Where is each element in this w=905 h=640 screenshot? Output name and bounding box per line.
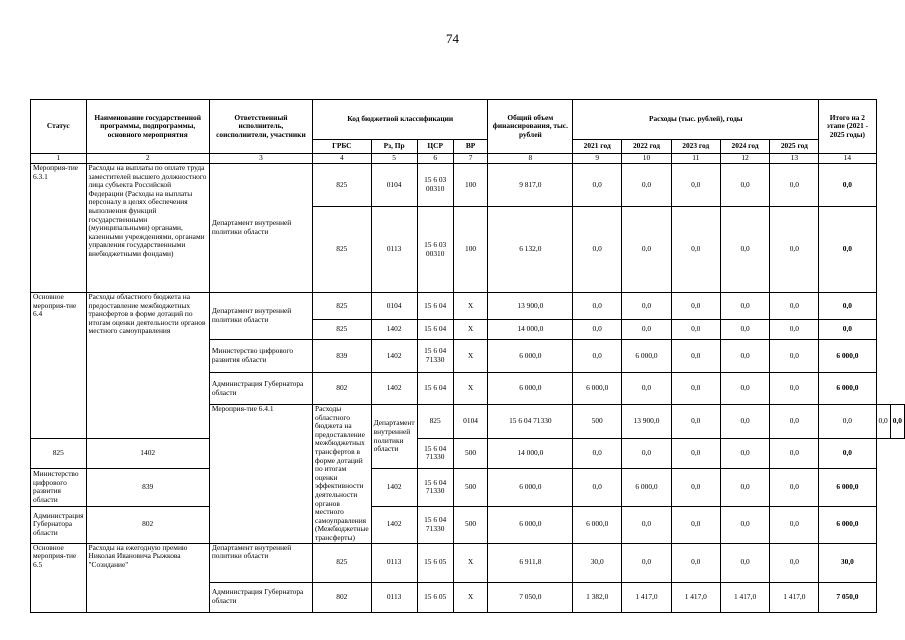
stage-total-cell: 6 000,0 (819, 469, 876, 507)
grbs-cell: 825 (313, 164, 372, 207)
executor-cell: Департамент внутренней политики области (209, 543, 312, 582)
csr-cell: 15 6 04 71330 (417, 340, 453, 373)
executor-cell: Администрация Губернатора области (31, 506, 87, 543)
csr-cell: 15 6 04 71330 (417, 469, 453, 507)
stage-total-cell: 7 050,0 (819, 582, 876, 612)
column-index: 2 (86, 154, 209, 164)
stage-total-cell: 0,0 (819, 164, 876, 207)
executor-cell: Администрация Губернатора области (209, 582, 312, 612)
year-2021-cell: 6 000,0 (573, 506, 622, 543)
year-2024-cell: 0,0 (720, 164, 770, 207)
column-index: 6 (417, 154, 453, 164)
header-vr: ВР (453, 140, 488, 154)
year-2025-cell: 0,0 (770, 506, 819, 543)
vr-cell: Х (453, 293, 488, 320)
rzpr-cell: 1402 (86, 438, 209, 469)
year-2021-cell: 1 382,0 (573, 582, 622, 612)
year-2021-cell: 6 000,0 (573, 373, 622, 405)
total-funding-cell: 6 000,0 (488, 373, 573, 405)
year-2024-cell: 0,0 (720, 207, 770, 293)
year-2022-cell: 0,0 (622, 164, 672, 207)
year-2023-cell: 0,0 (671, 320, 720, 340)
year-2023-cell: 0,0 (671, 373, 720, 405)
executor-cell: Министерство цифрового развития области (209, 340, 312, 373)
year-2025-cell: 0,0 (770, 543, 819, 582)
vr-cell: Х (453, 320, 488, 340)
year-2022-cell: 0,0 (622, 207, 672, 293)
year-2023-cell: 0,0 (770, 405, 819, 439)
year-2021-cell: 0,0 (573, 293, 622, 320)
grbs-cell: 802 (86, 506, 209, 543)
grbs-cell: 839 (86, 469, 209, 507)
status-cell: Мероприя-тие 6.3.1 (31, 164, 87, 293)
year-2022-cell: 0,0 (720, 405, 770, 439)
header-budget-code: Код бюджетной классификации (313, 100, 488, 140)
vr-cell: 100 (453, 207, 488, 293)
vr-cell: 500 (453, 469, 488, 507)
year-2022-cell: 6 000,0 (622, 469, 672, 507)
grbs-cell: 839 (313, 340, 372, 373)
year-2021-cell: 0,0 (573, 469, 622, 507)
budget-table (30, 99, 905, 613)
table-row (31, 293, 905, 320)
stage-total-cell: 0,0 (819, 438, 876, 469)
stage-total-cell: 0,0 (890, 405, 904, 439)
status-cell: Мероприя-тие 6.4.1 (209, 405, 312, 544)
year-2024-cell: 0,0 (720, 469, 770, 507)
year-2025-cell: 0,0 (770, 164, 819, 207)
stage-total-cell: 6 000,0 (819, 373, 876, 405)
year-2023-cell: 0,0 (671, 438, 720, 469)
csr-cell: 15 6 05 (417, 582, 453, 612)
rzpr-cell: 0113 (371, 207, 417, 293)
total-funding-cell: 13 900,0 (622, 405, 672, 439)
year-2022-cell: 0,0 (622, 320, 672, 340)
year-2023-cell: 0,0 (671, 340, 720, 373)
column-index: 12 (720, 154, 770, 164)
table-row (31, 506, 905, 543)
year-2022-cell: 0,0 (622, 543, 672, 582)
grbs-cell: 802 (313, 373, 372, 405)
csr-cell: 15 6 04 (417, 293, 453, 320)
column-index: 10 (622, 154, 672, 164)
year-2025-cell: 0,0 (876, 405, 890, 439)
grbs-cell: 825 (313, 543, 372, 582)
executor-cell: Департамент внутренней политики области (209, 293, 312, 340)
header-executor: Ответственный исполнитель, соисполнители, участники (209, 100, 312, 154)
grbs-cell: 825 (313, 293, 372, 320)
column-index: 9 (573, 154, 622, 164)
grbs-cell: 825 (31, 438, 87, 469)
program-name-cell: Расходы на ежегодную премию Николая Ивановича Рыжкова "Созидание" (86, 543, 209, 612)
csr-cell: 15 6 04 71330 (417, 506, 453, 543)
year-2025-cell: 0,0 (770, 207, 819, 293)
vr-cell: 500 (453, 438, 488, 469)
header-csr: ЦСР (417, 140, 453, 154)
rzpr-cell: 0104 (371, 293, 417, 320)
year-2023-cell: 1 417,0 (671, 582, 720, 612)
year-2024-cell: 0,0 (720, 543, 770, 582)
table-row (31, 469, 905, 507)
column-index: 14 (819, 154, 876, 164)
csr-cell: 15 6 04 (417, 373, 453, 405)
year-2021-cell: 0,0 (573, 207, 622, 293)
column-index: 4 (313, 154, 372, 164)
rzpr-cell: 1402 (371, 340, 417, 373)
grbs-cell: 825 (313, 320, 372, 340)
year-2024-cell: 1 417,0 (720, 582, 770, 612)
total-funding-cell: 14 000,0 (488, 320, 573, 340)
column-index: 11 (671, 154, 720, 164)
total-funding-cell: 6 000,0 (488, 340, 573, 373)
vr-cell: 500 (573, 405, 622, 439)
table-row (31, 438, 905, 469)
year-2025-cell: 0,0 (770, 373, 819, 405)
year-2021-cell: 0,0 (573, 340, 622, 373)
header-total-funding: Общий объем финансирования, тыс. рублей (488, 100, 573, 154)
vr-cell: Х (453, 373, 488, 405)
vr-cell: 500 (453, 506, 488, 543)
column-index: 5 (371, 154, 417, 164)
year-2025-cell: 0,0 (770, 340, 819, 373)
program-name-cell: Расходы областного бюджета на предоставление межбюджетных трансфертов в форме дотаций по итогам оценки эффективности деятельности органов местного самоуправления (Межбюджетные трансферты) (313, 405, 372, 544)
year-2023-cell: 0,0 (671, 469, 720, 507)
year-2024-cell: 0,0 (720, 293, 770, 320)
total-funding-cell: 13 900,0 (488, 293, 573, 320)
stage-total-cell: 6 000,0 (819, 506, 876, 543)
vr-cell: 100 (453, 164, 488, 207)
vr-cell: Х (453, 340, 488, 373)
year-2021-cell: 0,0 (573, 164, 622, 207)
rzpr-cell: 1402 (371, 373, 417, 405)
stage-total-cell: 6 000,0 (819, 340, 876, 373)
header-stage-total: Итого на 2 этапе (2021 - 2025 годы) (819, 100, 876, 154)
year-2022-cell: 0,0 (622, 293, 672, 320)
stage-total-cell: 30,0 (819, 543, 876, 582)
header-rz-pr: Рз, Пр (371, 140, 417, 154)
grbs-cell: 825 (417, 405, 453, 439)
rzpr-cell: 0104 (371, 164, 417, 207)
header-year-2022: 2022 год (622, 140, 672, 154)
table-row (31, 164, 905, 207)
total-funding-cell: 6 000,0 (488, 506, 573, 543)
column-index: 8 (488, 154, 573, 164)
column-index: 1 (31, 154, 87, 164)
year-2023-cell: 0,0 (671, 506, 720, 543)
column-index: 3 (209, 154, 312, 164)
year-2024-cell: 0,0 (819, 405, 876, 439)
table-row (31, 543, 905, 582)
csr-cell: 15 6 04 71330 (417, 438, 453, 469)
year-2023-cell: 0,0 (671, 207, 720, 293)
program-name-cell: Расходы областного бюджета на предоставление межбюджетных трансфертов в форме дотаций по итогам оценки деятельности органов местного самоуправления (86, 293, 209, 439)
year-2023-cell: 0,0 (671, 543, 720, 582)
year-2024-cell: 0,0 (720, 340, 770, 373)
header-year-2025: 2025 год (770, 140, 819, 154)
total-funding-cell: 7 050,0 (488, 582, 573, 612)
vr-cell: Х (453, 582, 488, 612)
csr-cell: 15 6 04 (417, 320, 453, 340)
executor-cell: Департамент внутренней политики области (371, 405, 417, 469)
year-2022-cell: 0,0 (622, 438, 672, 469)
year-2025-cell: 0,0 (770, 293, 819, 320)
year-2021-cell: 0,0 (671, 405, 720, 439)
executor-cell: Министерство цифрового развития области (31, 469, 87, 507)
rzpr-cell: 1402 (371, 320, 417, 340)
header-grbs: ГРБС (313, 140, 372, 154)
page-number: 74 (446, 31, 459, 46)
total-funding-cell: 6 000,0 (488, 469, 573, 507)
stage-total-cell: 0,0 (819, 320, 876, 340)
year-2025-cell: 0,0 (770, 469, 819, 507)
year-2021-cell: 0,0 (573, 320, 622, 340)
year-2021-cell: 30,0 (573, 543, 622, 582)
header-year-2023: 2023 год (671, 140, 720, 154)
year-2025-cell: 1 417,0 (770, 582, 819, 612)
rzpr-cell: 0104 (453, 405, 488, 439)
header-year-2021: 2021 год (573, 140, 622, 154)
year-2025-cell: 0,0 (770, 320, 819, 340)
total-funding-cell: 6 911,8 (488, 543, 573, 582)
year-2023-cell: 0,0 (671, 164, 720, 207)
executor-cell: Администрация Губернатора области (209, 373, 312, 405)
year-2022-cell: 1 417,0 (622, 582, 672, 612)
stage-total-cell: 0,0 (819, 207, 876, 293)
rzpr-cell: 1402 (371, 469, 417, 507)
csr-cell: 15 6 03 00310 (417, 164, 453, 207)
status-cell: Основное мероприя-тие 6.4 (31, 293, 87, 439)
rzpr-cell: 1402 (371, 506, 417, 543)
rzpr-cell: 0113 (371, 543, 417, 582)
stage-total-cell: 0,0 (819, 293, 876, 320)
year-2022-cell: 6 000,0 (622, 340, 672, 373)
year-2025-cell: 0,0 (770, 438, 819, 469)
year-2022-cell: 0,0 (622, 373, 672, 405)
header-expenses: Расходы (тыс. рублей), годы (573, 100, 819, 140)
csr-cell: 15 6 05 (417, 543, 453, 582)
csr-cell: 15 6 04 71330 (488, 405, 573, 439)
total-funding-cell: 14 000,0 (488, 438, 573, 469)
rzpr-cell: 0113 (371, 582, 417, 612)
year-2024-cell: 0,0 (720, 438, 770, 469)
status-cell: Основное мероприя-тие 6.5 (31, 543, 87, 612)
year-2024-cell: 0,0 (720, 506, 770, 543)
program-name-cell: Расходы на выплаты по оплате труда заместителей высшего должностного лица субъекта Российской Федерации (Расходы на выплаты персоналу в целях обеспечения выполнения функций государственными (муниципальными) органами, казенными учреждениями, органами управления государственными внебюджетными фондами) (86, 164, 209, 293)
total-funding-cell: 9 817,0 (488, 164, 573, 207)
year-2022-cell: 0,0 (622, 506, 672, 543)
year-2024-cell: 0,0 (720, 373, 770, 405)
year-2024-cell: 0,0 (720, 320, 770, 340)
column-index: 13 (770, 154, 819, 164)
column-index: 7 (453, 154, 488, 164)
header-program: Наименование государственной программы, подпрограммы, основного мероприятия (86, 100, 209, 154)
year-2021-cell: 0,0 (573, 438, 622, 469)
vr-cell: Х (453, 543, 488, 582)
header-year-2024: 2024 год (720, 140, 770, 154)
grbs-cell: 802 (313, 582, 372, 612)
executor-cell: Департамент внутренней политики области (209, 164, 312, 293)
total-funding-cell: 6 132,0 (488, 207, 573, 293)
csr-cell: 15 6 03 00310 (417, 207, 453, 293)
header-status: Статус (31, 100, 87, 154)
year-2023-cell: 0,0 (671, 293, 720, 320)
grbs-cell: 825 (313, 207, 372, 293)
